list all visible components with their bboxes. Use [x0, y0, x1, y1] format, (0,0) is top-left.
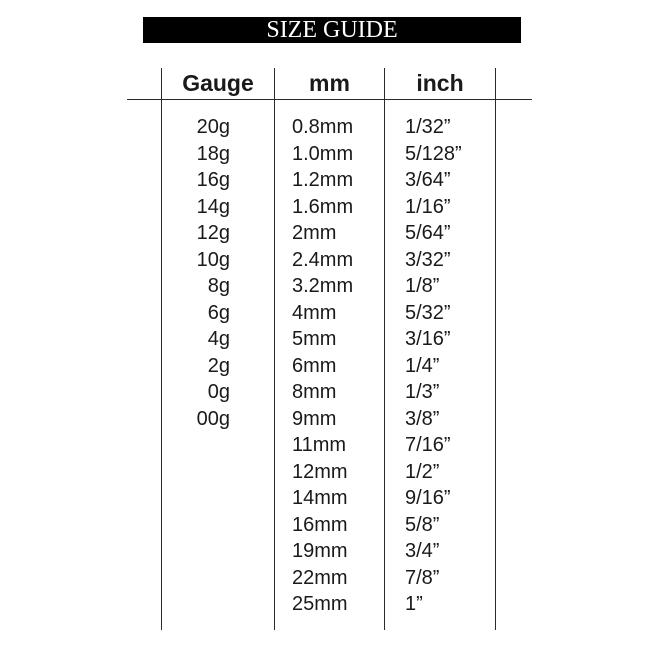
inch-cell: 3/64” — [405, 169, 451, 191]
gauge-cell: 12g — [196, 222, 230, 244]
mm-cell: 14mm — [292, 487, 348, 509]
gauge-cell: 18g — [196, 142, 230, 165]
gauge-cell: 0g — [207, 381, 230, 403]
inch-cell: 1/16” — [405, 195, 451, 218]
header-mm: mm — [309, 70, 350, 96]
mm-cell: 8mm — [292, 381, 337, 403]
inch-cell: 3/16” — [405, 328, 451, 350]
mm-cell: 25mm — [292, 593, 348, 615]
column-divider — [384, 68, 385, 630]
mm-cell: 12mm — [292, 460, 348, 483]
mm-cell: 9mm — [292, 407, 337, 430]
header-gauge: Gauge — [182, 70, 254, 96]
mm-cell: 16mm — [292, 513, 348, 536]
mm-cell: 2mm — [292, 222, 337, 244]
inch-cell: 3/8” — [405, 407, 440, 430]
inch-cell: 1/32” — [405, 116, 451, 138]
inch-cell: 1” — [405, 593, 423, 615]
mm-cell: 22mm — [292, 566, 348, 589]
gauge-cell: 8g — [207, 275, 230, 297]
inch-cell: 5/128” — [405, 142, 462, 165]
mm-cell: 3.2mm — [292, 275, 354, 297]
header-underline — [127, 99, 532, 100]
inch-cell: 1/4” — [405, 354, 440, 377]
mm-cell: 2.4mm — [292, 248, 354, 271]
mm-cell: 4mm — [292, 301, 337, 324]
gauge-cell: 6g — [207, 301, 230, 324]
mm-cell: 6mm — [292, 354, 337, 377]
inch-cell: 7/16” — [405, 434, 451, 456]
inch-cell: 5/8” — [405, 513, 440, 536]
inch-cell: 9/16” — [405, 487, 451, 509]
inch-cell: 3/4” — [405, 540, 440, 562]
inch-cell: 7/8” — [405, 566, 440, 589]
header-inch: inch — [416, 70, 464, 96]
mm-cell: 5mm — [292, 328, 337, 350]
gauge-cell: 16g — [196, 169, 230, 191]
gauge-cell: 20g — [196, 116, 230, 138]
gauge-cell: 4g — [207, 328, 230, 350]
page-title: SIZE GUIDE — [143, 17, 521, 43]
gauge-cell: 14g — [196, 195, 230, 218]
mm-cell: 1.0mm — [292, 142, 354, 165]
inch-cell: 5/32” — [405, 301, 451, 324]
inch-cell: 1/8” — [405, 275, 440, 297]
column-divider — [495, 68, 496, 630]
column-divider — [274, 68, 275, 630]
mm-cell: 19mm — [292, 540, 348, 562]
gauge-cell: 2g — [207, 354, 230, 377]
inch-cell: 5/64” — [405, 222, 451, 244]
inch-cell: 1/3” — [405, 381, 440, 403]
gauge-cell: 10g — [196, 248, 230, 271]
mm-cell: 1.6mm — [292, 195, 354, 218]
inch-cell: 1/2” — [405, 460, 440, 483]
mm-cell: 1.2mm — [292, 169, 354, 191]
inch-cell: 3/32” — [405, 248, 451, 271]
gauge-cell: 00g — [196, 407, 230, 430]
mm-cell: 0.8mm — [292, 116, 354, 138]
mm-cell: 11mm — [292, 434, 347, 456]
